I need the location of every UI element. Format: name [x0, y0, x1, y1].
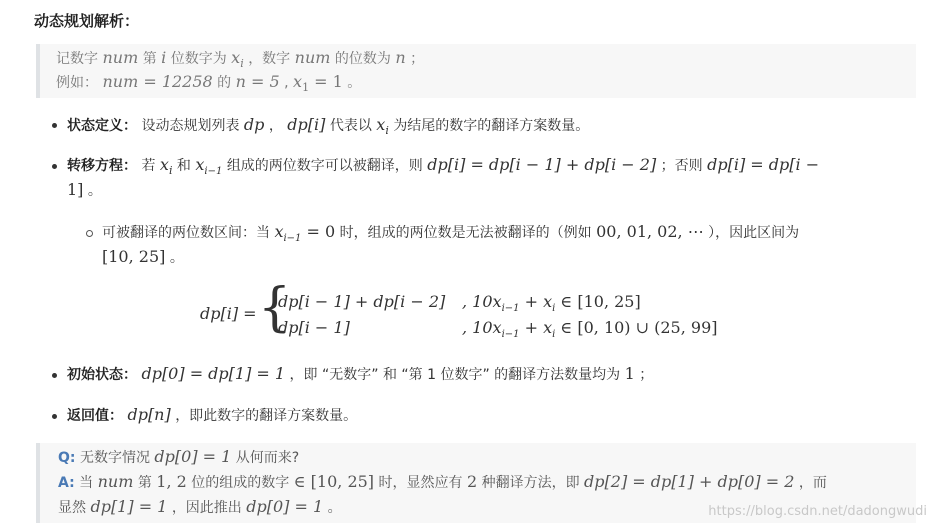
section-heading: 动态规划解析： — [34, 12, 140, 30]
answer-line-1: A: 当 num 第 1, 2 位的组成的数字 ∈ [10, 25] 时，显然应有 2 种翻译方法，即 dp[2] = dp[1] + dp[0] = 2 ，而 — [58, 472, 827, 491]
return-value-item: 返回值： dp[n] ，即此数字的翻译方案数量。 — [67, 405, 358, 424]
left-brace: { — [258, 278, 292, 338]
piecewise-formula: dp[i] = { dp[i − 1] + dp[i − 2] , $10x_{i-1} + x_i$ ∈ [10, 25] dp[i − 1] , $10x_{i-1} + x_i$ ∈ [0, 10) ∪ (25, 99] — [200, 278, 718, 341]
question-line: Q: 无数字情况 dp[0] = 1 从何而来? — [58, 447, 300, 466]
intro-blockquote — [36, 44, 916, 98]
sub-bullet-circle — [86, 230, 93, 237]
translatable-range-cont: [10, 25] 。 — [102, 247, 184, 266]
translatable-range-item: 可被翻译的两位数区间：当 $x_{i-1} = 0$ 时，组成的两位数是无法被翻译的（例如 00, 01, 02, ⋯ ），因此区间为 — [102, 222, 800, 244]
watermark-url: https://blog.csdn.net/dadongwudi — [708, 504, 927, 519]
intro-line-1: 记数字 num 第 i 位数字为 $x_i$ ，数字 num 的位数为 n ； — [56, 48, 425, 70]
initial-state-item: 初始状态： dp[0] = dp[1] = 1 ，即 “无数字” 和 “第 1 位数字” 的翻译方法数量均为 1 ； — [67, 364, 654, 383]
transition-item-cont: 1] 。 — [67, 180, 102, 199]
transition-item: 转移方程： 若 $x_i$ 和 $x_{i-1}$ 组成的两位数字可以被翻译，则 dp[i] = dp[i − 1] + dp[i − 2] ；否则 dp[i] = dp[i − — [67, 155, 820, 177]
intro-line-2: 例如： num = 12258 的 n = 5 , $x_1 = 1$ 。 — [56, 72, 362, 94]
state-definition-item: 状态定义： 设动态规划列表 dp ， dp[i] 代表以 $x_i$ 为结尾的数字的翻译方案数量。 — [67, 115, 590, 137]
answer-line-2: 显然 dp[1] = 1 ，因此推出 dp[0] = 1 。 — [58, 497, 342, 516]
